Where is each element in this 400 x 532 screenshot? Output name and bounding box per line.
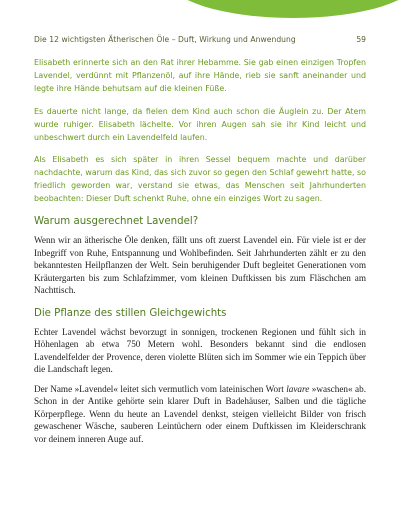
page-content <box>34 56 366 452</box>
body-text: »waschen« ab. Schon in der Antike gehörte sein klarer Duft in Badehäuser, Salben und die tägliche Körperpflege. Wenn du heute an Lavendel denkst, steigen vielleicht Bilder von frisch gewaschener Wäsche, sauberen Leintüchern oder einem Duftkissen im Kleiderschrank vor deinem inneren Auge auf. <box>34 383 366 444</box>
section-heading-pflanze: Die Pflanze des stillen Gleichgewichts <box>34 307 227 319</box>
story-paragraph: Es dauerte nicht lange, da fielen dem Kind auch schon die Äuglein zu. Der Atem wurde ruhiger. Elisabeth lächelte. Vor ihren Augen sah sie ihr Kind leicht und unbeschwert durch ein Lavendelfeld laufen. <box>34 106 366 142</box>
section-body-pflanze <box>34 326 366 446</box>
story-paragraph: Elisabeth erinnerte sich an den Rat ihrer Hebamme. Sie gab einen einzigen Tropfen Lavendel, verdünnt mit Pflanzenöl, auf ihre Hände, rieb sie sanft aneinander und legte ihre Hände behutsam auf die kleinen Füße. <box>34 58 366 93</box>
running-header <box>34 35 366 44</box>
section-heading-warum-lavendel: Warum ausgerechnet Lavendel? <box>34 216 199 227</box>
body-paragraph: Echter Lavendel wächst bevorzugt in sonnigen, trockenen Regionen und fühlt sich in Höhenlagen ab etwa 750 Metern wohl. Besonders bekannt sind die endlosen Lavendelfelder der Provence, deren violette Blüten sich im Sommer wie ein Teppich über die Landschaft legen. <box>34 326 366 374</box>
decorative-green-arc <box>168 0 400 18</box>
story-block <box>34 56 366 205</box>
header-title: Die 12 wichtigsten Ätherischen Öle – Duft, Wirkung und Anwendung <box>34 35 296 44</box>
body-paragraph: Wenn wir an ätherische Öle denken, fällt uns oft zuerst Lavendel ein. Für viele ist er der Inbegriff von Ruhe, Entspannung und Wohlbefinden. Seit Jahrhunderten zählt er zu den bekanntesten Heilpflanzen der Welt. Sein beruhigender Duft begleitet Generationen vom Kräutergarten bis zum Schlafzimmer, vom kleinen Duftkissen bis zum Fläschchen am Nachttisch. <box>34 235 366 295</box>
section-body-warum-lavendel <box>34 234 366 297</box>
page-number: 59 <box>356 35 366 44</box>
body-paragraph-name-origin <box>34 383 366 446</box>
body-text: Der Name »Lavendel« leitet sich vermutlich vom lateinischen Wort <box>34 383 287 394</box>
latin-term: lavare <box>286 383 310 394</box>
story-paragraph: Als Elisabeth es sich später in ihren Sessel bequem machte und darüber nachdachte, warum das Kind, das sich zuvor so gegen den Schlaf gewehrt hatte, so friedlich geworden war, verstand sie etwas, das Menschen seit Jahrhunderten beobachten: Dieser Duft schenkt Ruhe, ohne ein einziges Wort zu sagen. <box>34 155 366 203</box>
